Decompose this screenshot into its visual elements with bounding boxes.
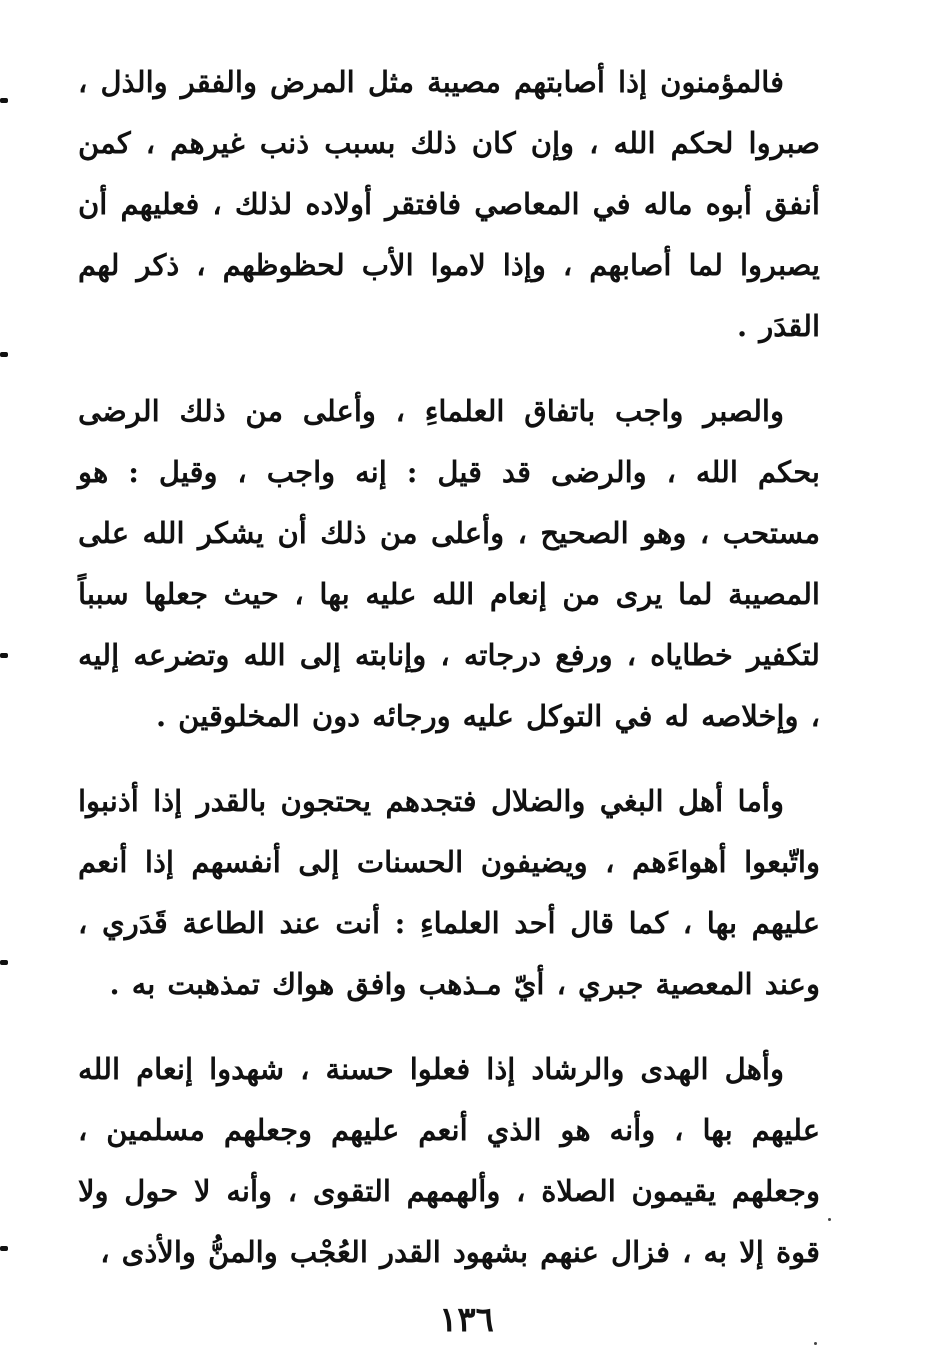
paragraph-4: وأهل الهدى والرشاد إذا فعلوا حسنة ، شهدوا إنعام الله عليهم بها ، وأنه هو الذي أنعم عليهم وجعلهم مسلمين ، وجعلهم يقيمون الصلاة ، وألهمهم التقوى ، وأنه لا حول ولا قوة إلا به ، فزال عنهم بشهود القدر العُجْب والمنُّ والأذى ، <box>78 1052 820 1269</box>
scan-edge-mark <box>0 352 8 357</box>
body-text <box>78 52 820 1307</box>
scan-edge-mark <box>0 1246 8 1251</box>
scan-speck <box>814 1342 817 1345</box>
scan-edge-mark <box>0 653 8 658</box>
scan-edge-mark <box>0 98 8 103</box>
paragraph-1: فالمؤمنون إذا أصابتهم مصيبة مثل المرض والفقر والذل ، صبروا لحكم الله ، وإن كان ذلك بسبب ذنب غيرهم ، كمن أنفق أبوه ماله في المعاصي فافتقر أولاده لذلك ، فعليهم أن يصبروا لما أصابهم ، وإذا لاموا الأب لحظوظهم ، ذكر لهم القدَر . <box>78 65 820 343</box>
scan-speck <box>828 1218 831 1221</box>
scan-edge-mark <box>0 960 8 965</box>
paragraph-2: والصبر واجب باتفاق العلماءِ ، وأعلى من ذلك الرضى بحكم الله ، والرضى قد قيل : إنه واجب ، وقيل : هو مستحب ، وهو الصحيح ، وأعلى من ذلك أن يشكر الله على المصيبة لما يرى من إنعام الله عليه بها ، حيث جعلها سبباً لتكفير خطاياه ، ورفع درجاته ، وإنابته إلى الله وتضرعه إليه ، وإخلاصه له في التوكل عليه ورجائه دون المخلوقين . <box>78 394 820 733</box>
page-number: ١٣٦ <box>439 1300 494 1340</box>
paragraph-3: وأما أهل البغي والضلال فتجدهم يحتجون بالقدر إذا أذنبوا واتّبعوا أهواءَهم ، ويضيفون الحسنات إلى أنفسهم إذا أنعم عليهم بها ، كما قال أحد العلماءِ : أنت عند الطاعة قَدَري ، وعند المعصية جبري ، أيّ مـذهب وافق هواك تمذهبت به . <box>78 784 820 1001</box>
